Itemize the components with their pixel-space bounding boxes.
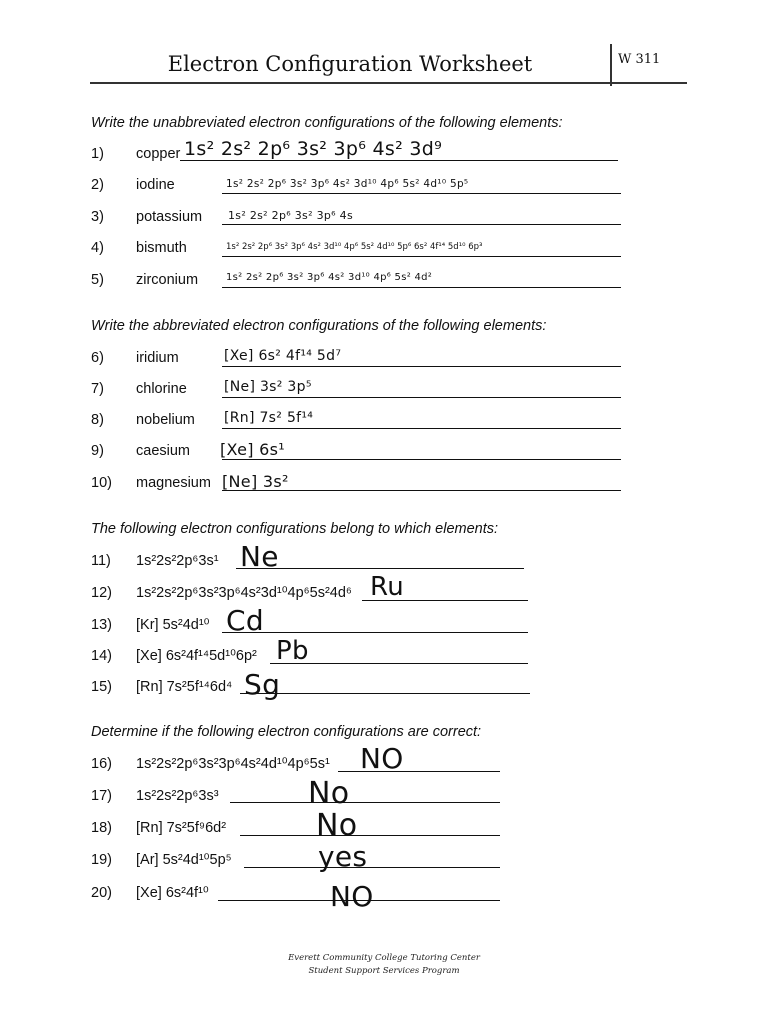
question-number: 16) bbox=[91, 756, 112, 772]
answer-line-4[interactable] bbox=[222, 256, 621, 257]
answer-line-13[interactable] bbox=[222, 632, 528, 633]
question-element: potassium bbox=[136, 209, 203, 225]
question-number: 12) bbox=[91, 585, 112, 601]
question-number: 6) bbox=[91, 350, 104, 366]
handwritten-answer-2: 1s² 2s² 2p⁶ 3s² 3p⁶ 4s² 3d¹⁰ 4p⁶ 5s² 4d¹⁰ 5p⁵ bbox=[226, 178, 469, 190]
header-divider bbox=[610, 44, 612, 86]
handwritten-answer-6: [Xe] 6s² 4f¹⁴ 5d⁷ bbox=[224, 348, 342, 364]
handwritten-answer-11: Ne bbox=[240, 540, 279, 573]
question-number: 13) bbox=[91, 617, 112, 633]
question-number: 11) bbox=[91, 553, 111, 569]
handwritten-answer-17: No bbox=[308, 776, 350, 811]
question-number: 18) bbox=[91, 820, 112, 836]
question-configuration: 1s²2s²2p⁶3s²3p⁶4s²4d¹⁰4p⁶5s¹ bbox=[136, 756, 330, 772]
question-element: caesium bbox=[136, 443, 190, 459]
question-configuration: 1s²2s²2p⁶3s³ bbox=[136, 788, 219, 804]
answer-line-3[interactable] bbox=[222, 224, 621, 225]
question-element: zirconium bbox=[136, 272, 199, 288]
answer-line-6[interactable] bbox=[222, 366, 621, 367]
question-element: chlorine bbox=[136, 381, 187, 397]
question-element: iridium bbox=[136, 350, 179, 366]
question-element: bismuth bbox=[136, 240, 187, 256]
question-number: 17) bbox=[91, 788, 112, 804]
answer-line-7[interactable] bbox=[222, 397, 621, 398]
question-number: 8) bbox=[91, 412, 104, 428]
question-configuration: 1s²2s²2p⁶3s²3p⁶4s²3d¹⁰4p⁶5s²4d⁶ bbox=[136, 585, 352, 601]
handwritten-answer-13: Cd bbox=[226, 604, 264, 637]
handwritten-answer-3: 1s² 2s² 2p⁶ 3s² 3p⁶ 4s bbox=[228, 209, 354, 222]
section-3-instruction: The following electron configurations belong to which elements: bbox=[91, 521, 499, 537]
question-configuration: [Xe] 6s²4f¹⁴5d¹⁰6p² bbox=[136, 648, 257, 664]
question-configuration: [Xe] 6s²4f¹⁰ bbox=[136, 885, 209, 901]
question-number: 3) bbox=[91, 209, 104, 225]
handwritten-answer-4: 1s² 2s² 2p⁶ 3s² 3p⁶ 4s² 3d¹⁰ 4p⁶ 5s² 4d¹⁰ 5p⁶ 6s² 4f¹⁴ 5d¹⁰ 6p³ bbox=[226, 242, 483, 252]
header-rule bbox=[90, 82, 687, 84]
question-number: 14) bbox=[91, 648, 112, 664]
footer-line-2: Student Support Services Program bbox=[308, 966, 460, 976]
answer-line-19[interactable] bbox=[244, 867, 500, 868]
handwritten-answer-16: NO bbox=[360, 742, 404, 775]
footer-line-1: Everett Community College Tutoring Center bbox=[288, 953, 480, 963]
handwritten-answer-8: [Rn] 7s² 5f¹⁴ bbox=[224, 410, 314, 426]
question-number: 20) bbox=[91, 885, 112, 901]
question-number: 15) bbox=[91, 679, 112, 695]
question-number: 7) bbox=[91, 381, 104, 397]
answer-line-2[interactable] bbox=[222, 193, 621, 194]
question-number: 4) bbox=[91, 240, 104, 256]
question-configuration: [Ar] 5s²4d¹⁰5p⁵ bbox=[136, 852, 232, 868]
question-configuration: 1s²2s²2p⁶3s¹ bbox=[136, 553, 219, 569]
handwritten-answer-7: [Ne] 3s² 3p⁵ bbox=[224, 379, 312, 395]
answer-line-17[interactable] bbox=[230, 802, 500, 803]
question-number: 10) bbox=[91, 475, 112, 491]
question-number: 2) bbox=[91, 177, 104, 193]
question-number: 9) bbox=[91, 443, 104, 459]
worksheet-code: W 311 bbox=[618, 52, 661, 67]
handwritten-answer-5: 1s² 2s² 2p⁶ 3s² 3p⁶ 4s² 3d¹⁰ 4p⁶ 5s² 4d² bbox=[226, 272, 433, 283]
answer-line-18[interactable] bbox=[240, 835, 500, 836]
answer-line-11[interactable] bbox=[236, 568, 524, 569]
section-2-instruction: Write the abbreviated electron configurations of the following elements: bbox=[91, 318, 547, 334]
answer-line-8[interactable] bbox=[222, 428, 621, 429]
question-element: iodine bbox=[136, 177, 175, 193]
section-4-instruction: Determine if the following electron configurations are correct: bbox=[91, 724, 482, 740]
handwritten-answer-18: No bbox=[316, 808, 358, 843]
question-number: 19) bbox=[91, 852, 112, 868]
handwritten-answer-15: Sg bbox=[244, 668, 281, 701]
answer-line-1[interactable] bbox=[180, 160, 618, 161]
handwritten-answer-10: [Ne] 3s² bbox=[222, 472, 289, 491]
answer-line-5[interactable] bbox=[222, 287, 621, 288]
handwritten-answer-1: 1s² 2s² 2p⁶ 3s² 3p⁶ 4s² 3d⁹ bbox=[184, 138, 443, 160]
handwritten-answer-19: yes bbox=[318, 840, 368, 873]
section-1-instruction: Write the unabbreviated electron configurations of the following elements: bbox=[91, 115, 563, 131]
question-configuration: [Rn] 7s²5f¹⁴6d⁴ bbox=[136, 679, 233, 695]
question-configuration: [Rn] 7s²5f⁹6d² bbox=[136, 820, 227, 836]
question-number: 5) bbox=[91, 272, 104, 288]
handwritten-answer-9: [Xe] 6s¹ bbox=[220, 440, 285, 459]
handwritten-answer-12: Ru bbox=[370, 572, 404, 602]
page-title: Electron Configuration Worksheet bbox=[167, 52, 533, 76]
handwritten-answer-20: NO bbox=[330, 880, 374, 913]
question-configuration: [Kr] 5s²4d¹⁰ bbox=[136, 617, 210, 633]
answer-line-15[interactable] bbox=[240, 693, 530, 694]
question-element: nobelium bbox=[136, 412, 195, 428]
question-element: magnesium bbox=[136, 475, 211, 491]
question-element: copper bbox=[136, 146, 181, 162]
handwritten-answer-14: Pb bbox=[276, 636, 309, 666]
question-number: 1) bbox=[91, 146, 104, 162]
answer-line-9[interactable] bbox=[222, 459, 621, 460]
